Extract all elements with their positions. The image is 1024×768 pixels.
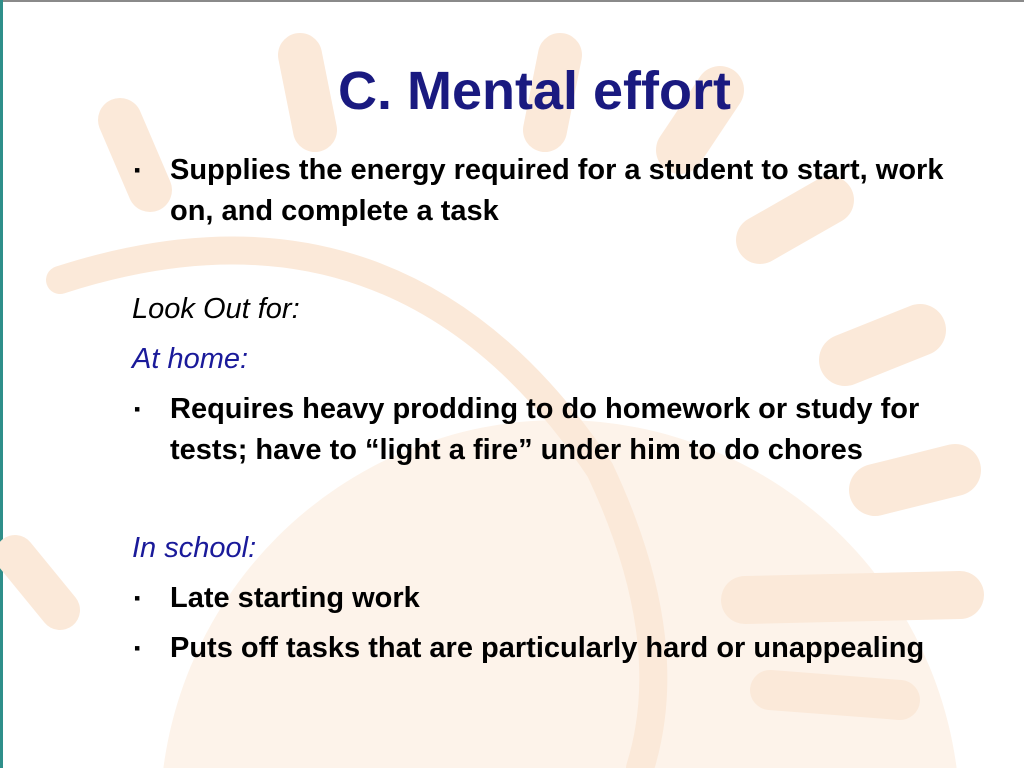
school-bullet bbox=[132, 578, 992, 619]
slide-title: C. Mental effort bbox=[338, 61, 732, 121]
school-heading: In school: bbox=[132, 532, 257, 564]
look-out-heading: Look Out for: bbox=[132, 293, 300, 325]
slide-body bbox=[132, 150, 992, 669]
bullet-marker-icon: ▪ bbox=[134, 638, 141, 658]
intro-bullet-text: Supplies the energy required for a student to start, work on, and complete a task bbox=[170, 154, 944, 227]
intro-bullet bbox=[132, 150, 992, 232]
school-bullet bbox=[132, 628, 992, 669]
bullet-marker-icon: ▪ bbox=[134, 588, 141, 608]
home-bullet-text: Requires heavy prodding to do homework or study for tests; have to “light a fire” under him to do chores bbox=[170, 393, 920, 466]
school-bullet-text: Puts off tasks that are particularly hard or unappealing bbox=[170, 632, 925, 664]
home-bullet bbox=[132, 389, 992, 471]
bullet-marker-icon: ▪ bbox=[134, 160, 141, 180]
school-bullet-text: Late starting work bbox=[170, 582, 420, 614]
bullet-marker-icon: ▪ bbox=[134, 399, 141, 419]
home-heading: At home: bbox=[132, 343, 249, 375]
